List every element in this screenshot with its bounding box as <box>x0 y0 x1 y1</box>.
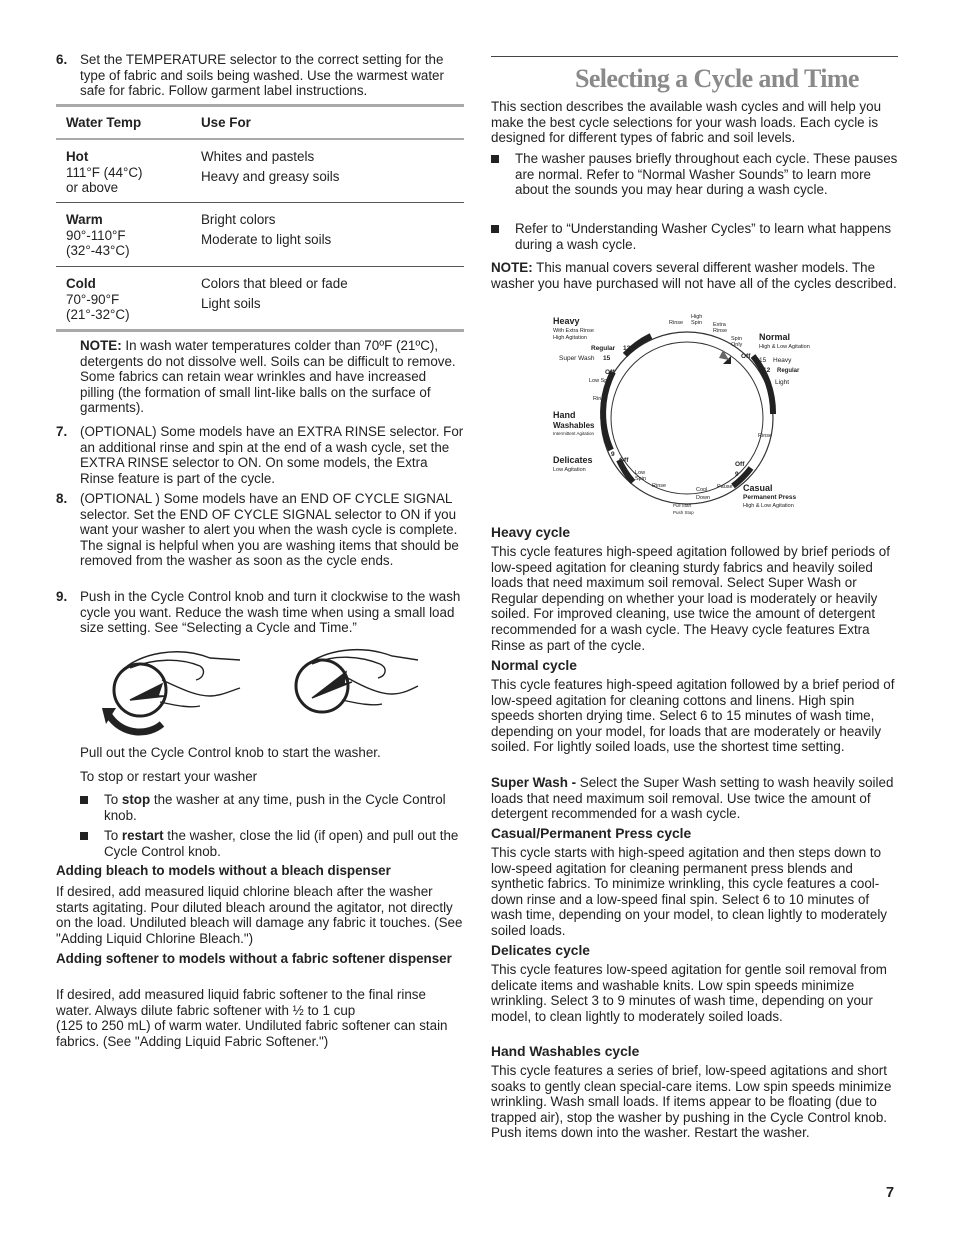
table-row-warm <box>56 203 464 266</box>
dial-label: Only <box>731 342 743 348</box>
heading-hand-washables-cycle: Hand Washables cycle <box>491 1044 640 1059</box>
bullet-square-icon <box>491 225 499 233</box>
dial-label: Light <box>775 379 790 386</box>
header-water-temp: Water Temp <box>66 115 142 130</box>
bullet-stop <box>80 792 464 823</box>
dial-label: 9 <box>611 451 615 458</box>
page-number: 7 <box>886 1185 895 1201</box>
bullet-text: To stop the washer at any time, push in the Cycle Control knob. <box>104 792 446 823</box>
step-7 <box>56 424 464 486</box>
dial-label: 15 <box>759 357 767 364</box>
use-cell <box>201 276 461 311</box>
dial-label: High <box>691 314 703 320</box>
dial-label: 12 <box>763 367 771 374</box>
dial-label: Spin <box>635 476 647 482</box>
dial-label: Low <box>635 470 646 476</box>
dial-label: Normal <box>759 332 791 342</box>
dial-label: Delicates <box>553 455 593 465</box>
dial-label: Permanent Press <box>743 494 797 501</box>
delicates-cycle-text: This cycle features low-speed agitation for gentle soil removal from delicate items and washable knits. Low spin speeds minimize wrinkling. Select 3 to 9 minutes of wash time, depending on your model, to clean lightly to moderately soiled loads. <box>491 962 887 1024</box>
dial-label: Pull Start <box>673 503 692 508</box>
dial-label: Regular <box>591 345 616 352</box>
temp-cell <box>66 212 196 259</box>
use-line: Light soils <box>201 295 261 311</box>
bullet-square-icon <box>491 155 499 163</box>
temp-range: 111°F (44°C) <box>66 164 143 180</box>
stop-restart-text: To stop or restart your washer <box>80 769 258 784</box>
use-line: Heavy and greasy soils <box>201 168 340 184</box>
softener-text: If desired, add measured liquid fabric softener to the final rinse water. Always dilute fabric softener with ½ to 1 cup (125 to 250 mL) of warm water. Undiluted fabric softener can stain fabrics. (See "Adding Liquid Fabric Softener.") <box>56 987 448 1049</box>
header-use-for: Use For <box>201 115 251 130</box>
temp-range: (21°-32°C) <box>66 307 130 323</box>
step-6 <box>56 52 464 99</box>
step-9 <box>56 589 464 636</box>
intro-text: This section describes the available wash cycles and will help you make the best cycle selections for your wash loads. Each cycle is designed for different types of fabric and soil levels. <box>491 99 882 146</box>
use-line: Bright colors <box>201 212 276 227</box>
bullet-refer <box>491 221 898 252</box>
bullet-text: Refer to “Understanding Washer Cycles” to learn what happens during a wash cycle. <box>515 221 892 252</box>
casual-cycle-text: This cycle starts with high-speed agitation and then steps down to low-speed agitation for cleaning permanent press blends and synthetic fabrics. To minimize wrinkling, this cycle features a cool-down rinse and a low-speed final spin. Select 6 to 10 minutes of wash time, depending on your model, to clean lightly to moderately soiled loads. <box>491 845 887 938</box>
temp-range: 90°-110°F <box>66 227 126 243</box>
dial-label: Off <box>741 353 751 360</box>
temp-cell <box>66 149 196 196</box>
dial-label: Intermittent Agitation <box>553 431 595 436</box>
step-number: 7. <box>56 424 68 439</box>
super-wash-text: Super Wash - Select the Super Wash setting to wash heavily soiled loads that need maximum soil removal. Use twice the amount of detergent recommended for a wash cycle. <box>491 775 894 822</box>
note-text: In wash water temperatures colder than 70ºF (21ºC), detergents do not dissolve well. Soils can be difficult to remove. Some fabrics can retain wear wrinkles and have increased pilling (the formation of small lint-like balls on the surface of garments). <box>80 338 456 416</box>
use-line: Whites and pastels <box>201 149 315 164</box>
step-text: (OPTIONAL) Some models have an EXTRA RINSE selector. For an additional rinse and spin at the end of a wash cycle, set the EXTRA RINSE selector to ON. On some models, the Extra Rinse feature is part of the cycle. <box>80 424 464 486</box>
table-row-cold <box>56 267 464 329</box>
use-cell <box>201 149 461 184</box>
dial-label: Regular <box>777 368 800 374</box>
dial-label: Heavy <box>553 316 580 326</box>
heading-normal-cycle: Normal cycle <box>491 658 577 673</box>
heading-delicates-cycle: Delicates cycle <box>491 943 590 958</box>
softener-heading: Adding softener to models without a fabric softener dispenser <box>56 951 452 966</box>
dial-label: Down <box>696 495 711 501</box>
models-note: NOTE: This manual covers several different washer models. The washer you have purchased will not have all of the cycles described. <box>491 260 897 291</box>
temp-range: 70°-90°F <box>66 291 120 307</box>
dial-label: Casual <box>743 483 773 493</box>
dial-label: Off <box>619 457 629 464</box>
step-number: 6. <box>56 52 68 67</box>
temperature-note <box>80 338 464 416</box>
dial-label: 15 <box>603 355 611 362</box>
dial-label: With Extra Rinse <box>553 328 594 334</box>
dial-label: Cool <box>696 487 708 493</box>
push-turn-knob-icon <box>102 652 240 732</box>
bullet-square-icon <box>80 832 88 840</box>
use-cell <box>201 212 461 247</box>
temp-name: Cold <box>66 276 96 291</box>
dial-label: Extra <box>713 322 726 328</box>
temp-cell <box>66 276 196 323</box>
table-rule <box>56 329 464 332</box>
temp-name: Warm <box>66 212 103 227</box>
dial-label: 9 <box>735 471 739 478</box>
bleach-heading: Adding bleach to models without a bleach dispenser <box>56 863 391 878</box>
cycle-control-dial <box>553 310 843 520</box>
section-title: Selecting a Cycle and Time <box>575 64 859 93</box>
dial-label: Off <box>735 461 745 468</box>
step-text: Push in the Cycle Control knob and turn it clockwise to the wash cycle you want. Reduce the wash time when using a small load size setting. See “Selecting a Cycle and Time.” <box>80 589 461 636</box>
dial-label: Spin <box>731 336 743 342</box>
bullet-square-icon <box>80 796 88 804</box>
dial-label: Rinse <box>713 328 728 334</box>
dial-label: Hand <box>553 410 576 420</box>
bullet-text: To restart the washer, close the lid (if open) and pull out the Cycle Control knob. <box>104 828 459 859</box>
cycle-knob-illustration <box>100 644 420 740</box>
temp-name: Hot <box>66 149 89 164</box>
dial-label: Pause <box>717 484 733 490</box>
step-8 <box>56 491 464 569</box>
heavy-cycle-text: This cycle features high-speed agitation followed by brief periods of low-speed agitation for cleaning sturdy fabrics and heavily soiled loads that need maximum soil removal. Select Super Wash or Regular depending on whether your load is moderately or heavily soiled. For improved cleaning, use twice the amount of detergent recommended for a wash cycle. The Heavy cycle features Extra Rinse as part of the cycle. <box>491 544 890 653</box>
dial-label: 9 <box>767 379 771 386</box>
use-line: Moderate to light soils <box>201 231 332 247</box>
dial-label: Low Agitation <box>553 467 586 473</box>
bleach-text: If desired, add measured liquid chlorine bleach after the washer starts agitating. Pour diluted bleach around the agitator, not directly on the load. Undiluted bleach will damage any fabric it touches. (See "Adding Liquid Chlorine Bleach.") <box>56 884 463 946</box>
section-top-rule <box>491 56 898 57</box>
bullet-restart <box>80 828 464 859</box>
dial-label: Rinse <box>593 396 608 402</box>
table-row-hot <box>56 140 464 202</box>
step-text: Set the TEMPERATURE selector to the correct setting for the type of fabric and soils being washed. Use the warmest water safe for fabric. Follow garment label instructions. <box>80 52 444 99</box>
heading-casual-cycle: Casual/Permanent Press cycle <box>491 826 692 841</box>
table-header-row <box>56 107 464 138</box>
dial-label: Washables <box>553 421 595 430</box>
step-number: 8. <box>56 491 68 506</box>
use-line: Colors that bleed or fade <box>201 276 348 291</box>
dial-label: Heavy <box>773 357 792 364</box>
temp-range: (32°-43°C) <box>66 243 130 259</box>
temp-range: or above <box>66 180 119 196</box>
dial-label: High & Low Agitation <box>743 503 794 509</box>
dial-label: Push Stop <box>673 510 694 515</box>
pull-knob-icon <box>296 650 418 712</box>
bullet-text: The washer pauses briefly throughout each cycle. These pauses are normal. Refer to “Normal Washer Sounds” to learn more about the sounds you may hear during a wash cycle. <box>515 151 898 198</box>
dial-label: High Agitation <box>553 335 587 341</box>
dial-label: Super Wash <box>559 355 595 362</box>
dial-label: Rinse <box>669 320 684 326</box>
heading-heavy-cycle: Heavy cycle <box>491 525 571 540</box>
water-temp-table <box>56 104 464 332</box>
dial-label: Spin <box>691 320 703 326</box>
bullet-pauses <box>491 151 898 198</box>
dial-label: 12 <box>623 345 631 352</box>
dial-label: Off <box>605 369 615 376</box>
normal-cycle-text: This cycle features high-speed agitation followed by a brief period of low-speed agitation for cleaning cottons and linens. High spin speeds shorten drying time. Select 6 to 15 minutes of wash time, depending on your model, for loads that are moderately or heavily soiled. For lightly soiled loads, use the shortest time setting. <box>491 677 895 755</box>
note-label: NOTE: <box>80 338 122 353</box>
dial-label: High & Low Agitation <box>759 344 810 350</box>
hand-washables-cycle-text: This cycle features a series of brief, low-speed agitations and short soaks to gently clean special-care items. Low spin speeds minimize wrinkling. Wash small loads. If items appear to be floating (due to trapped air), stop the washer by pushing in the Cycle Control knob. Push items down into the washer. Restart the washer. <box>491 1063 892 1141</box>
dial-label: Rinse <box>758 433 773 439</box>
dial-label: Rinse <box>652 483 667 489</box>
pull-out-text: Pull out the Cycle Control knob to start the washer. <box>80 745 381 760</box>
dial-label: 6 <box>606 441 610 448</box>
dial-label: Low Spin <box>589 378 612 384</box>
step-text: (OPTIONAL ) Some models have an END OF CYCLE SIGNAL selector. Set the END OF CYCLE SIGNAL selector to ON if you want your washer to alert you when the wash cycle is complete. The signal is helpful when you are washing items that should be removed from the washer as soon as the cycle ends. <box>80 491 459 569</box>
step-number: 9. <box>56 589 68 604</box>
